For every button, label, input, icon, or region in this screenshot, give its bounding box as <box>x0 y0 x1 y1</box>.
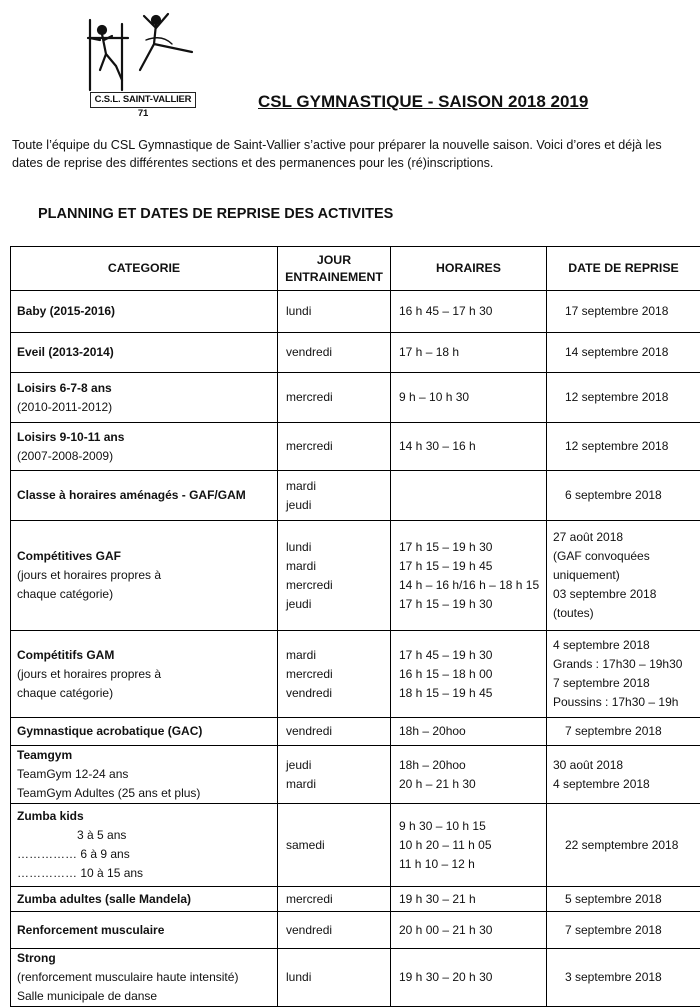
date-cell-line: 03 septembre 2018 <box>553 585 694 604</box>
hours-cell-line: 16 h 15 – 18 h 00 <box>397 665 540 684</box>
date-cell-line: 5 septembre 2018 <box>565 890 694 909</box>
category-subtitle: (2010-2011-2012) <box>17 398 271 417</box>
hours-cell-line: 16 h 45 – 17 h 30 <box>397 302 540 321</box>
category-cell <box>11 949 278 1007</box>
category-title: Strong <box>17 949 271 968</box>
date-cell-line: Poussins : 17h30 – 19h <box>553 693 694 712</box>
hours-cell-line: 14 h – 16 h/16 h – 18 h 15 <box>397 576 540 595</box>
category-subtitle: (renforcement musculaire haute intensité) <box>17 968 271 987</box>
hours-cell <box>391 949 547 1007</box>
table-row <box>11 373 700 423</box>
hours-cell <box>391 471 547 521</box>
category-title: Classe à horaires aménagés - GAF/GAM <box>17 486 271 505</box>
table-row <box>11 887 700 912</box>
hours-cell <box>391 718 547 746</box>
hours-cell-line: 18h – 20hoo <box>397 722 540 741</box>
day-cell-line: jeudi <box>284 595 384 614</box>
date-cell-line: 7 septembre 2018 <box>553 674 694 693</box>
hours-cell <box>391 373 547 423</box>
date-cell-line: 12 septembre 2018 <box>565 388 694 407</box>
category-cell <box>11 423 278 471</box>
schedule-table <box>10 246 700 1007</box>
page-title: CSL GYMNASTIQUE - SAISON 2018 2019 <box>258 92 588 112</box>
header-jour: JOUR ENTRAINEMENT <box>278 247 391 291</box>
day-cell-line: mardi <box>284 477 384 496</box>
day-cell-line: mercredi <box>284 576 384 595</box>
date-cell-line: 30 août 2018 <box>553 756 694 775</box>
hours-cell <box>391 887 547 912</box>
table-row <box>11 746 700 804</box>
date-cell-line: Grands : 17h30 – 19h30 <box>553 655 694 674</box>
day-cell <box>278 291 391 333</box>
intro-paragraph: Toute l’équipe du CSL Gymnastique de Saint-Vallier s’active pour préparer la nouvelle saison. Voici d’ores et déjà les dates de reprise des différentes sections et des permanences pour les (ré)inscriptions. <box>12 136 684 172</box>
section-title: PLANNING ET DATES DE REPRISE DES ACTIVITES <box>38 206 393 222</box>
table-row <box>11 521 700 631</box>
category-subtitle: …………… 10 à 15 ans <box>17 864 271 883</box>
date-cell-line: 12 septembre 2018 <box>565 437 694 456</box>
date-cell-line: 22 semptembre 2018 <box>565 836 694 855</box>
hours-cell <box>391 333 547 373</box>
hours-cell-line: 17 h 15 – 19 h 30 <box>397 538 540 557</box>
category-cell <box>11 804 278 887</box>
category-cell <box>11 291 278 333</box>
date-cell-line: 3 septembre 2018 <box>565 968 694 987</box>
table-row <box>11 804 700 887</box>
date-cell <box>547 471 700 521</box>
category-cell <box>11 333 278 373</box>
category-subtitle: TeamGym 12-24 ans <box>17 765 271 784</box>
date-cell <box>547 746 700 804</box>
date-cell <box>547 631 700 718</box>
hours-cell <box>391 912 547 949</box>
date-cell-line: 4 septembre 2018 <box>553 775 694 794</box>
category-title: Zumba kids <box>17 807 271 826</box>
date-cell <box>547 333 700 373</box>
date-cell <box>547 521 700 631</box>
hours-cell-line: 17 h – 18 h <box>397 343 540 362</box>
date-cell-line: 7 septembre 2018 <box>565 921 694 940</box>
day-cell <box>278 804 391 887</box>
table-row <box>11 291 700 333</box>
hours-cell-line: 10 h 20 – 11 h 05 <box>397 836 540 855</box>
date-cell-line: 14 septembre 2018 <box>565 343 694 362</box>
day-cell-line: mercredi <box>284 890 384 909</box>
table-row <box>11 471 700 521</box>
hours-cell-line: 9 h – 10 h 30 <box>397 388 540 407</box>
date-cell-line: (GAF convoquées <box>553 547 694 566</box>
date-cell-line: (toutes) <box>553 604 694 623</box>
day-cell-line: vendredi <box>284 343 384 362</box>
hours-cell-line: 17 h 45 – 19 h 30 <box>397 646 540 665</box>
day-cell-line: vendredi <box>284 722 384 741</box>
category-title: Gymnastique acrobatique (GAC) <box>17 722 271 741</box>
date-cell <box>547 291 700 333</box>
day-cell <box>278 631 391 718</box>
gymnasts-logo-icon <box>82 10 200 100</box>
category-cell <box>11 521 278 631</box>
category-subtitle: TeamGym Adultes (25 ans et plus) <box>17 784 271 803</box>
date-cell-line: 4 septembre 2018 <box>553 636 694 655</box>
header-date-reprise: DATE DE REPRISE <box>547 247 700 291</box>
category-title: Renforcement musculaire <box>17 921 271 940</box>
category-title: Eveil (2013-2014) <box>17 343 271 362</box>
category-title: Compétitifs GAM <box>17 646 271 665</box>
category-title: Loisirs 9-10-11 ans <box>17 428 271 447</box>
hours-cell-line: 14 h 30 – 16 h <box>397 437 540 456</box>
category-cell <box>11 471 278 521</box>
table-row <box>11 912 700 949</box>
hours-cell-line: 9 h 30 – 10 h 15 <box>397 817 540 836</box>
hours-cell-line: 17 h 15 – 19 h 45 <box>397 557 540 576</box>
date-cell-line: uniquement) <box>553 566 694 585</box>
date-cell <box>547 423 700 471</box>
date-cell-line: 7 septembre 2018 <box>565 722 694 741</box>
hours-cell-line: 17 h 15 – 19 h 30 <box>397 595 540 614</box>
hours-cell <box>391 631 547 718</box>
header-horaires: HORAIRES <box>391 247 547 291</box>
category-title: Zumba adultes (salle Mandela) <box>17 890 271 909</box>
day-cell <box>278 746 391 804</box>
category-subtitle: 3 à 5 ans <box>17 826 271 845</box>
day-cell-line: lundi <box>284 968 384 987</box>
table-header-row <box>11 247 700 291</box>
category-cell <box>11 887 278 912</box>
category-cell <box>11 746 278 804</box>
category-subtitle: (jours et horaires propres à <box>17 665 271 684</box>
hours-cell <box>391 521 547 631</box>
day-cell-line: mardi <box>284 646 384 665</box>
date-cell <box>547 718 700 746</box>
logo-label: C.S.L. SAINT-VALLIER 71 <box>90 92 196 108</box>
hours-cell-line: 18h – 20hoo <box>397 756 540 775</box>
day-cell <box>278 521 391 631</box>
hours-cell-line: 19 h 30 – 21 h <box>397 890 540 909</box>
day-cell-line: samedi <box>284 836 384 855</box>
hours-cell <box>391 291 547 333</box>
hours-cell-line: 20 h – 21 h 30 <box>397 775 540 794</box>
category-cell <box>11 912 278 949</box>
table-row <box>11 423 700 471</box>
header-categorie: CATEGORIE <box>11 247 278 291</box>
day-cell-line: mercredi <box>284 388 384 407</box>
category-cell <box>11 631 278 718</box>
date-cell-line: 6 septembre 2018 <box>565 486 694 505</box>
day-cell <box>278 373 391 423</box>
day-cell <box>278 912 391 949</box>
day-cell-line: jeudi <box>284 756 384 775</box>
category-title: Compétitives GAF <box>17 547 271 566</box>
category-title: Loisirs 6-7-8 ans <box>17 379 271 398</box>
date-cell-line: 17 septembre 2018 <box>565 302 694 321</box>
table-row <box>11 333 700 373</box>
category-title: Baby (2015-2016) <box>17 302 271 321</box>
category-subtitle: (jours et horaires propres à <box>17 566 271 585</box>
hours-cell-line: 20 h 00 – 21 h 30 <box>397 921 540 940</box>
day-cell-line: mardi <box>284 557 384 576</box>
day-cell <box>278 949 391 1007</box>
day-cell-line: vendredi <box>284 684 384 703</box>
day-cell-line: lundi <box>284 302 384 321</box>
hours-cell-line: 18 h 15 – 19 h 45 <box>397 684 540 703</box>
day-cell <box>278 718 391 746</box>
hours-cell <box>391 423 547 471</box>
category-subtitle: Salle municipale de danse <box>17 987 271 1006</box>
date-cell <box>547 949 700 1007</box>
day-cell <box>278 333 391 373</box>
hours-cell <box>391 746 547 804</box>
category-cell <box>11 373 278 423</box>
day-cell <box>278 423 391 471</box>
day-cell-line: mercredi <box>284 437 384 456</box>
day-cell-line: vendredi <box>284 921 384 940</box>
date-cell <box>547 912 700 949</box>
hours-cell-line: 11 h 10 – 12 h <box>397 855 540 874</box>
table-row <box>11 718 700 746</box>
table-row <box>11 949 700 1007</box>
day-cell-line: mercredi <box>284 665 384 684</box>
category-subtitle: (2007-2008-2009) <box>17 447 271 466</box>
category-subtitle: chaque catégorie) <box>17 684 271 703</box>
hours-cell <box>391 804 547 887</box>
date-cell <box>547 804 700 887</box>
day-cell-line: mardi <box>284 775 384 794</box>
date-cell <box>547 887 700 912</box>
category-title: Teamgym <box>17 746 271 765</box>
day-cell <box>278 887 391 912</box>
category-subtitle: chaque catégorie) <box>17 585 271 604</box>
table-row <box>11 631 700 718</box>
category-subtitle: …………… 6 à 9 ans <box>17 845 271 864</box>
date-cell <box>547 373 700 423</box>
day-cell-line: lundi <box>284 538 384 557</box>
date-cell-line: 27 août 2018 <box>553 528 694 547</box>
day-cell-line: jeudi <box>284 496 384 515</box>
category-cell <box>11 718 278 746</box>
day-cell <box>278 471 391 521</box>
hours-cell-line: 19 h 30 – 20 h 30 <box>397 968 540 987</box>
